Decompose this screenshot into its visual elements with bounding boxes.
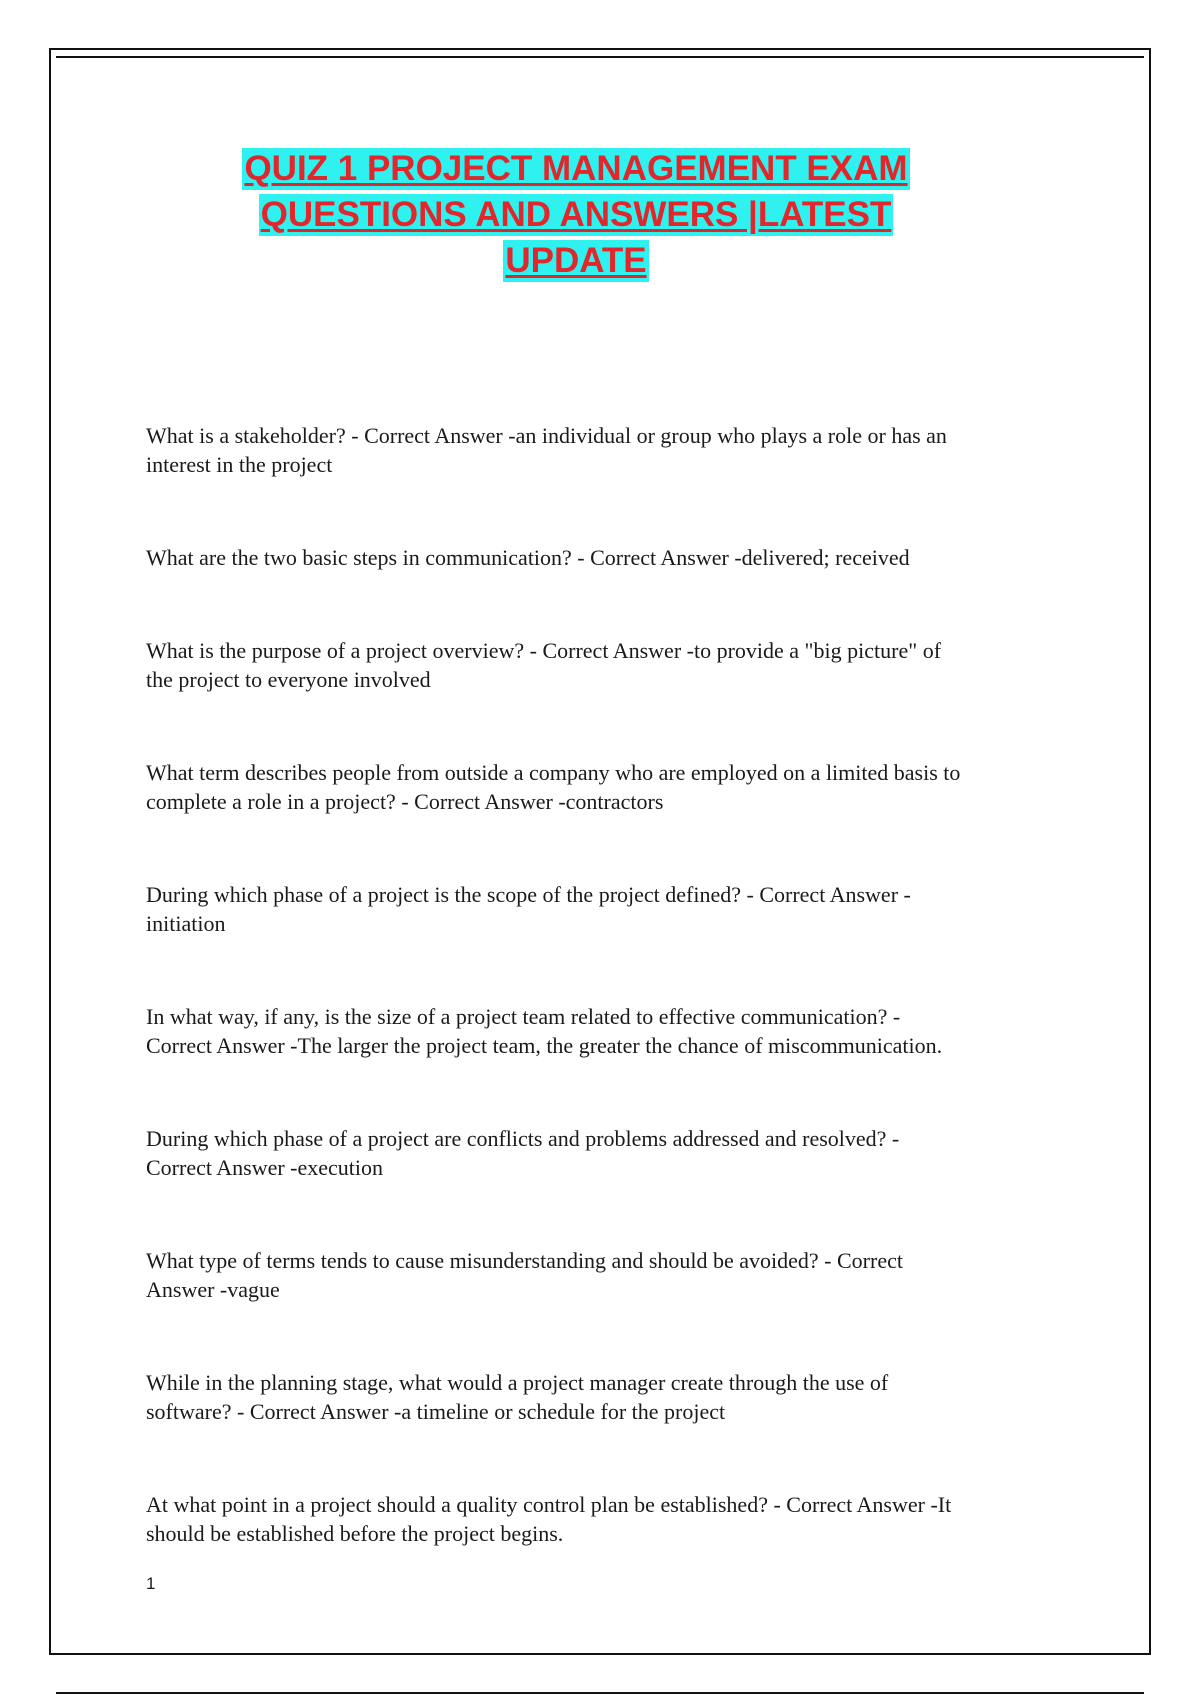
qa-line: Correct Answer -The larger the project team, the greater the chance of miscommunication. [146,1033,943,1058]
qa-item [146,421,1046,479]
qa-item [146,1002,1046,1060]
qa-list [146,421,1046,1612]
qa-line: software? - Correct Answer -a timeline or schedule for the project [146,1399,726,1424]
document-title [146,146,1006,284]
qa-item [146,758,1046,816]
title-line-3: UPDATE [505,241,647,280]
qa-line: While in the planning stage, what would a project manager create through the use of [146,1370,889,1395]
qa-item [146,1490,1046,1548]
qa-line: At what point in a project should a quality control plan be established? - Correct Answer -It [146,1492,952,1517]
qa-line: In what way, if any, is the size of a project team related to effective communication? - [146,1004,901,1029]
qa-line: should be established before the project begins. [146,1521,564,1546]
qa-line: What is the purpose of a project overview? - Correct Answer -to provide a "big picture" of [146,638,942,663]
qa-line: complete a role in a project? - Correct Answer -contractors [146,789,664,814]
qa-line: What is a stakeholder? - Correct Answer -an individual or group who plays a role or has an [146,423,947,448]
title-line-2: QUESTIONS AND ANSWERS |LATEST [260,195,892,234]
qa-line: interest in the project [146,452,333,477]
qa-line: initiation [146,911,226,936]
qa-line: What term describes people from outside a company who are employed on a limited basis to [146,760,961,785]
qa-line: What are the two basic steps in communication? - Correct Answer -delivered; received [146,545,910,570]
qa-line: Answer -vague [146,1277,280,1302]
qa-item [146,636,1046,694]
qa-item [146,1368,1046,1426]
qa-line: During which phase of a project is the scope of the project defined? - Correct Answer - [146,882,911,907]
qa-line: the project to everyone involved [146,667,431,692]
qa-line: What type of terms tends to cause misunderstanding and should be avoided? - Correct [146,1248,903,1273]
page-number: 1 [146,1574,156,1593]
qa-line: Correct Answer -execution [146,1155,384,1180]
qa-line: During which phase of a project are conflicts and problems addressed and resolved? - [146,1126,900,1151]
qa-item [146,543,1046,572]
qa-item [146,1124,1046,1182]
title-line-1: QUIZ 1 PROJECT MANAGEMENT EXAM [244,149,908,188]
top-rule [56,56,1144,58]
qa-item [146,880,1046,938]
qa-item [146,1246,1046,1304]
bottom-rule [56,1692,1144,1694]
